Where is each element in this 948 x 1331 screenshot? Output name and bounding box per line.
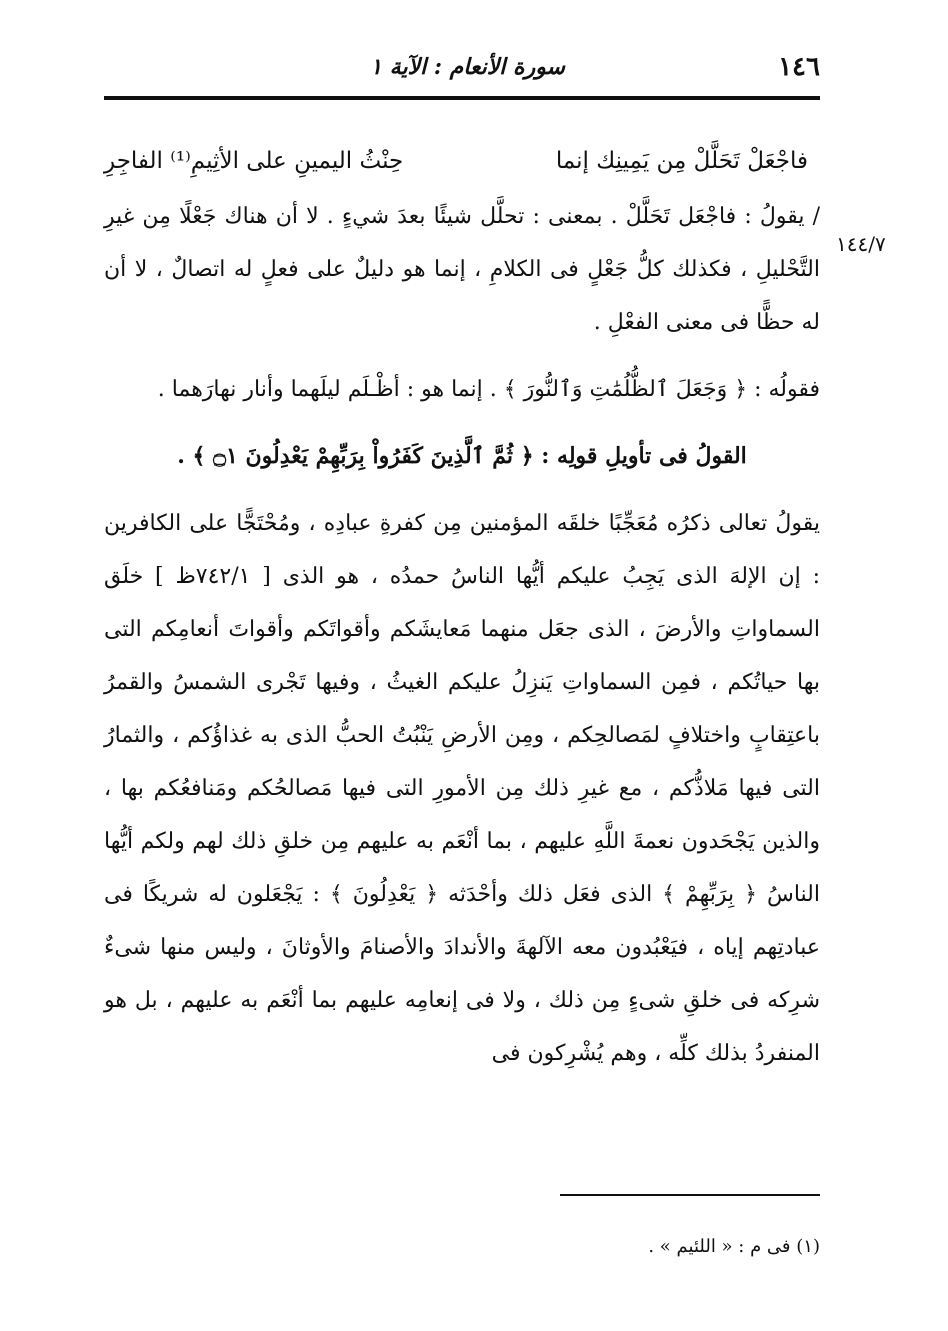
paragraph-3: يقولُ تعالى ذكرُه مُعَجِّبًا خلقَه المؤمنين مِن كفرةِ عبادِه ، ومُحْتَجًّا على الكافرين : إن الإلهَ الذى يَجِبُ عليكم أيُّها الناسُ حمدُه ، هو الذى [ ٧٤٢/١ظ ] خلَق السماواتِ والأرضَ ، الذى جعَل منهما مَعايشَكم وأقواتَكم وأقواتَ أنعامِكم التى بها حياتُكم ، فمِن السماواتِ يَنزِلُ عليكم الغيثُ ، وفيها تَجْرى الشمسُ والقمرُ باعتِقابٍ واختلافٍ لمَصالحِكم ، ومِن الأرضِ يَنْبُتُ الحبُّ الذى به غذاؤُكم ، والثمارُ التى فيها مَلاذُّكم ، مع غيرِ ذلك مِن الأمورِ التى فيها مَصالحُكم ومَنافعُكم بها ، والذين يَجْحَدون نعمةَ اللَّهِ عليهم ، بما أنْعَم به عليهم مِن خلقِ ذلك لهم ولكم أيُّها الناسُ ﴿ بِرَبِّهِمْ ﴾ الذى فعَل ذلك وأحْدَثه ﴿ يَعْدِلُونَ ﴾ : يَجْعَلون له شريكًا فى عبادتِهم إياه ، فيَعْبُدون معه الآلهةَ والأندادَ والأصنامَ والأوثانَ ، وليس منها شىءٌ شرِكه فى خلقِ شىءٍ مِن ذلك ، ولا فى إنعامِه عليهم بما أنْعَم به عليهم ، بل هو المنفردُ بذلك كلِّه ، وهم يُشْرِكون فى xyxy=(104,511,820,1066)
page-number: ١٤٦ xyxy=(778,52,820,82)
poetry-verse xyxy=(104,135,820,188)
main-text xyxy=(104,135,820,1080)
running-title: سورة الأنعام : الآية ١ xyxy=(370,54,565,80)
verse-hemistich-first: فاجْعَلْ تَحَلَّلْ مِن يَمِينِك إنما xyxy=(555,148,808,174)
paragraph-1: / يقولُ : فاجْعَل تَحَلَّلْ . بمعنى : تحلَّل شيئًا بعدَ شيءٍ . لا أن هناك جَعْلًا مِن غيرِ التَّحْليلِ ، فكذلك كلُّ جَعْلٍ فى الكلامِ ، إنما هو دليلٌ على فعلٍ له اتصالٌ ، لا أن له حظًّا فى معنى الفعْلِ . xyxy=(104,204,820,335)
margin-reference: ١٤٤/٧ xyxy=(836,232,886,256)
footnote-divider xyxy=(560,1194,820,1196)
footnote: (١) فى م : « اللئيم » . xyxy=(648,1236,820,1257)
page-header xyxy=(104,48,820,88)
section-heading: القولُ فى تأويلِ قولِه : ﴿ ثُمَّ ٱلَّذِينَ كَفَرُواْ بِرَبِّهِمْ يَعْدِلُونَ ۝١ ﴾ . xyxy=(177,443,747,469)
verse-hemistich-second: حِنْثُ اليمينِ على الأثِيمِ⁽¹⁾ الفاجِرِ xyxy=(104,148,404,174)
paragraph-2: فقولُه : ﴿ وَجَعَلَ ٱلظُّلُمَٰتِ وَٱلنُّورَ ﴾ . إنما هو : أظْـلَم ليلَهما وأنار نهارَهما . xyxy=(157,377,820,402)
header-divider xyxy=(104,96,820,100)
